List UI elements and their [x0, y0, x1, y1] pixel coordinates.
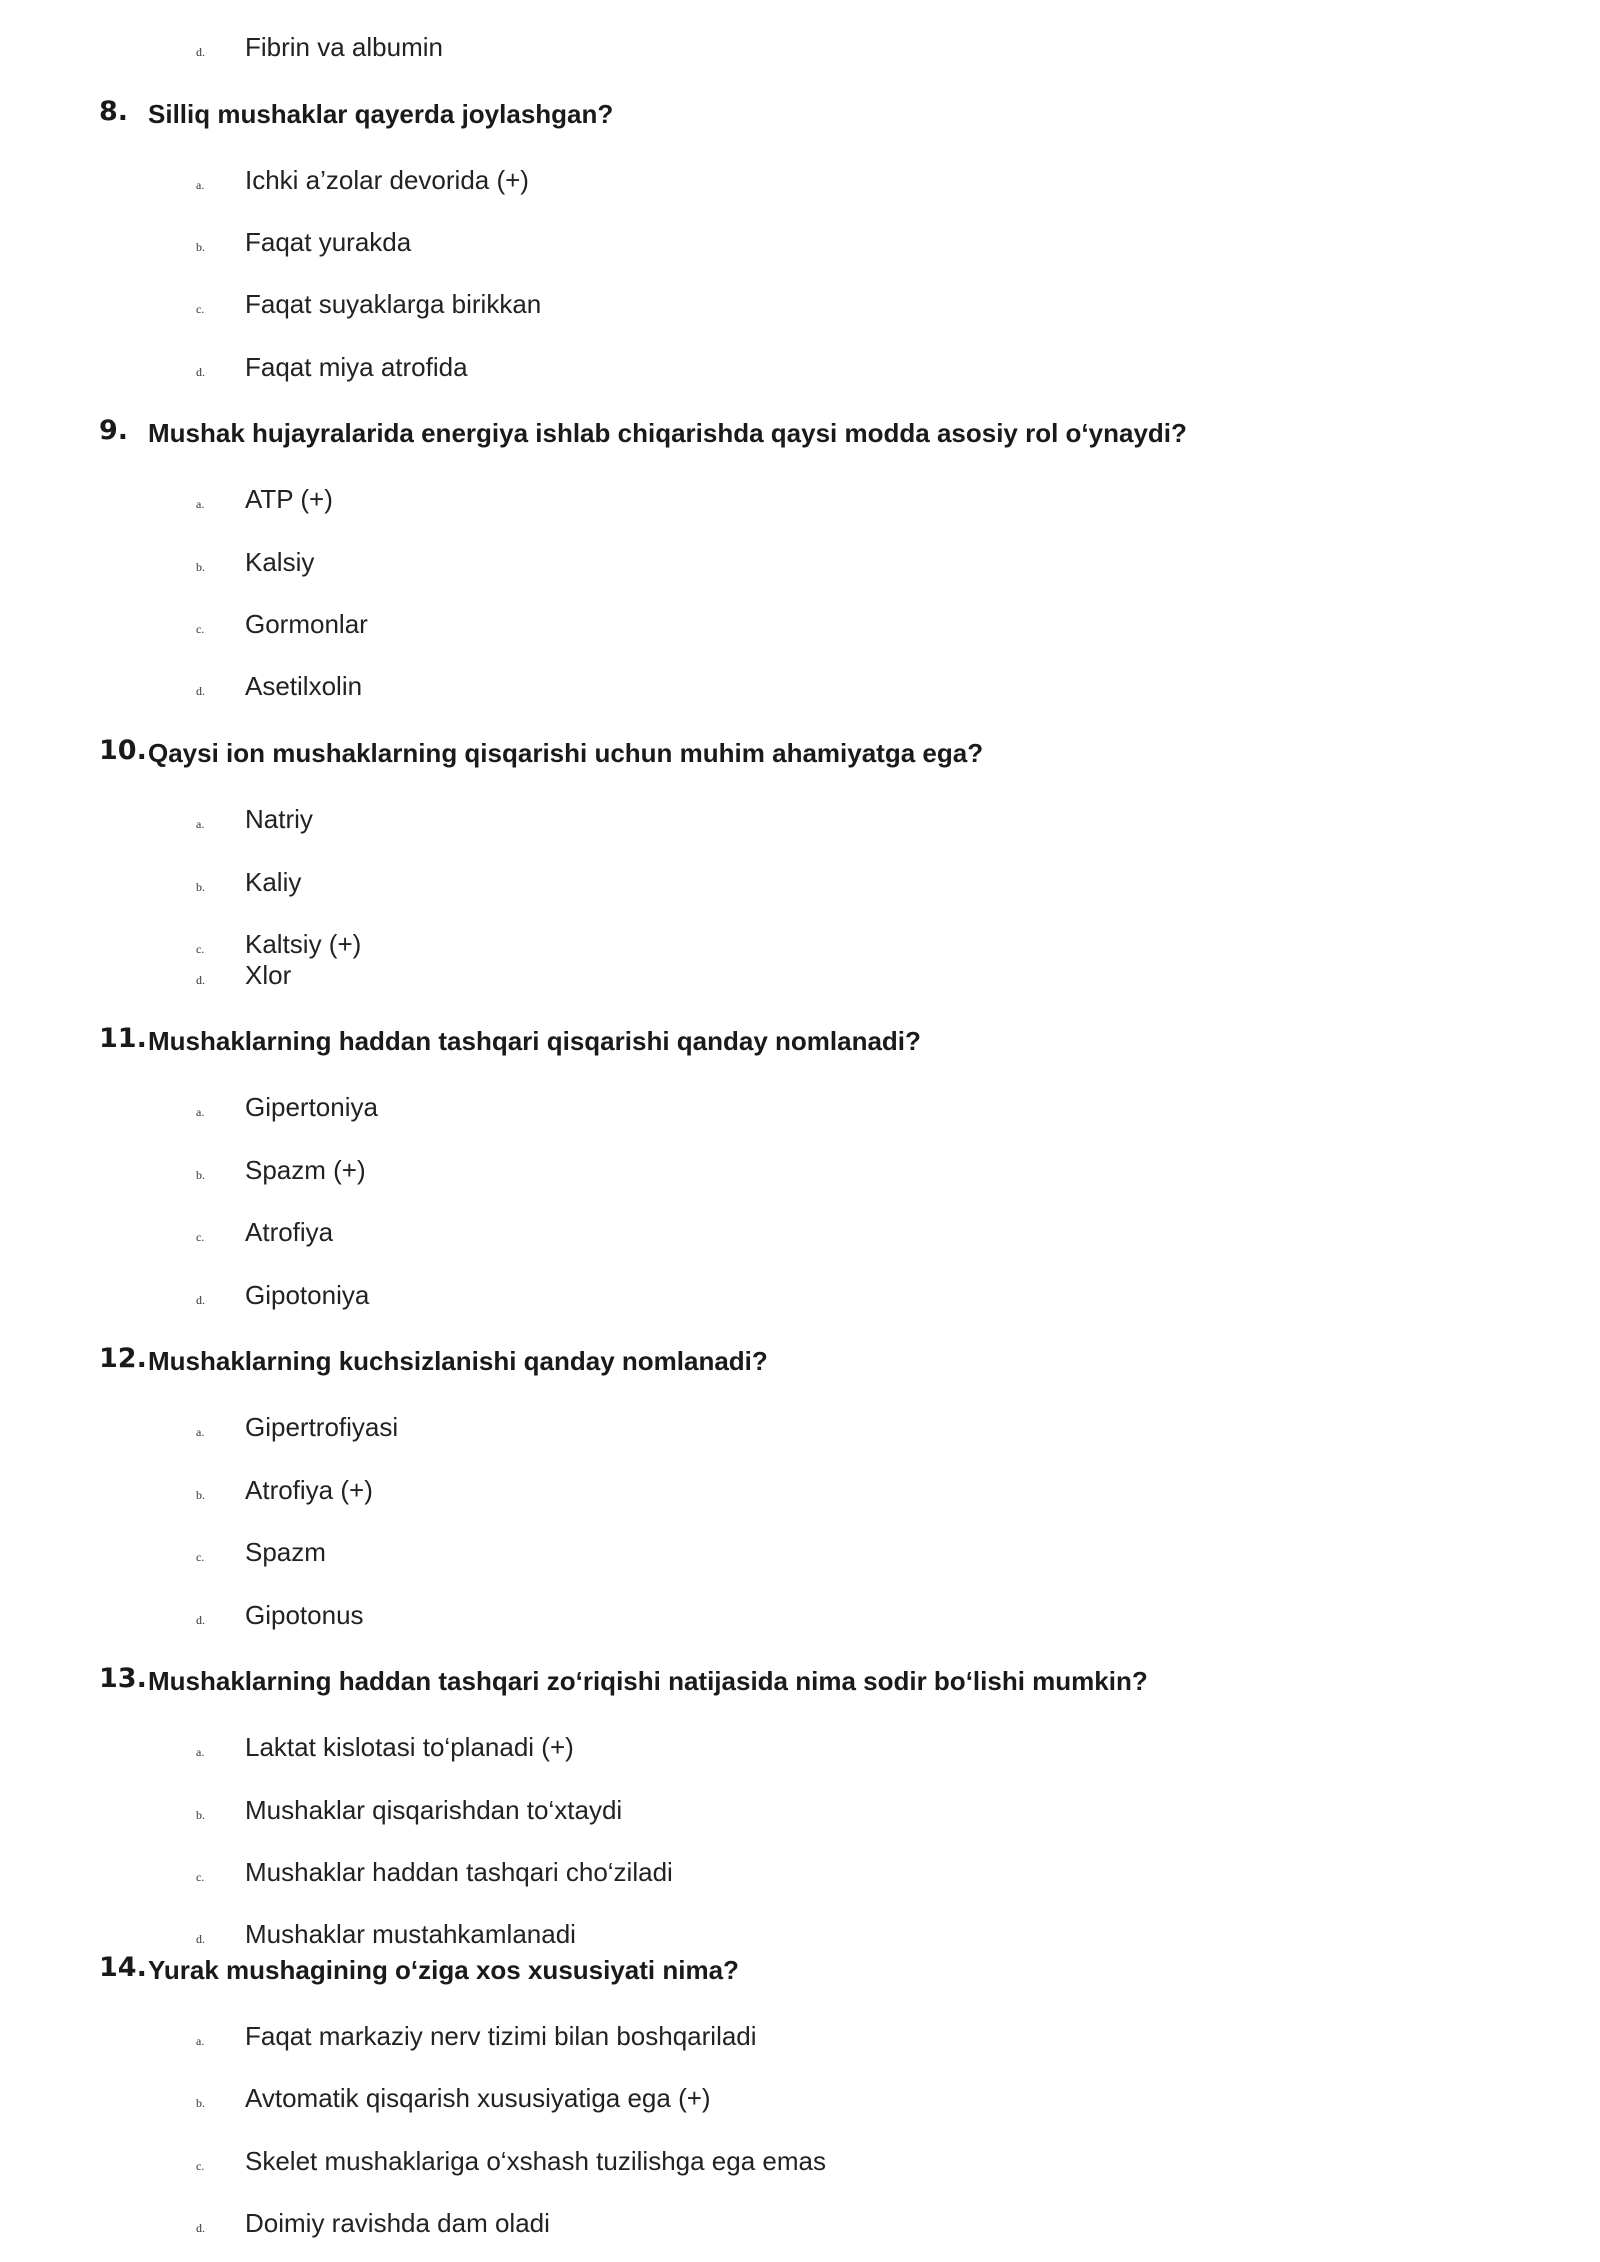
question-number: 12.: [99, 1343, 147, 1374]
option-text: Gipotoniya: [245, 1280, 370, 1310]
option-marker: c.: [196, 1870, 205, 1884]
option-text: Mushaklar haddan tashqari cho‘ziladi: [245, 1857, 673, 1887]
option-marker: a.: [196, 1105, 205, 1119]
option-marker: b.: [196, 1808, 205, 1822]
option-text: Atrofiya (+): [245, 1475, 373, 1505]
option-text: Gormonlar: [245, 609, 368, 639]
question-number: 11.: [99, 1023, 147, 1054]
option-text: Gipertrofiyasi: [245, 1412, 399, 1442]
option-marker: d.: [196, 45, 205, 59]
option-marker: d.: [196, 2221, 205, 2235]
option-marker: b.: [196, 560, 205, 574]
option-text: Doimiy ravishda dam oladi: [245, 2208, 550, 2238]
option-text: Mushaklar mustahkamlanadi: [245, 1919, 576, 1949]
option-marker: c.: [196, 1230, 205, 1244]
option-marker: b.: [196, 1168, 205, 1182]
option-text: Faqat suyaklarga birikkan: [245, 289, 542, 319]
question-text: Qaysi ion mushaklarning qisqarishi uchun muhim ahamiyatga ega?: [148, 738, 984, 768]
option-marker: c.: [196, 302, 205, 316]
option-text: Kalsiy: [245, 547, 315, 577]
option-marker: c.: [196, 622, 205, 636]
option-marker: b.: [196, 880, 205, 894]
option-text: Gipotonus: [245, 1600, 364, 1630]
question-text: Silliq mushaklar qayerda joylashgan?: [148, 99, 614, 129]
option-text: Faqat markaziy nerv tizimi bilan boshqariladi: [245, 2021, 757, 2051]
option-marker: c.: [196, 2159, 205, 2173]
option-marker: d.: [196, 365, 205, 379]
option-marker: a.: [196, 497, 205, 511]
option-text: Faqat miya atrofida: [245, 352, 468, 382]
question-text: Mushaklarning kuchsizlanishi qanday nomlanadi?: [148, 1346, 768, 1376]
question-number: 13.: [99, 1663, 147, 1694]
option-text: ATP (+): [245, 484, 333, 514]
option-marker: b.: [196, 1488, 205, 1502]
question-text: Mushaklarning haddan tashqari zo‘riqishi natijasida nima sodir bo‘lishi mumkin?: [148, 1666, 1148, 1696]
option-marker: c.: [196, 1550, 205, 1564]
option-marker: b.: [196, 240, 205, 254]
question-number: 9.: [99, 415, 129, 446]
option-marker: d.: [196, 1613, 205, 1627]
option-text: Asetilxolin: [245, 671, 363, 701]
option-text: Fibrin va albumin: [245, 32, 443, 62]
option-marker: d.: [196, 1293, 205, 1307]
option-text: Laktat kislotasi to‘planadi (+): [245, 1732, 574, 1762]
option-marker: a.: [196, 178, 205, 192]
option-marker: b.: [196, 2096, 205, 2110]
option-marker: c.: [196, 942, 205, 956]
option-marker: a.: [196, 1425, 205, 1439]
question-number: 8.: [99, 96, 129, 127]
option-marker: a.: [196, 1745, 205, 1759]
option-marker: d.: [196, 1932, 205, 1946]
option-text: Spazm: [245, 1537, 326, 1567]
question-text: Mushak hujayralarida energiya ishlab chiqarishda qaysi modda asosiy rol o‘ynaydi?: [148, 418, 1187, 448]
option-text: Xlor: [245, 960, 292, 990]
option-marker: a.: [196, 2034, 205, 2048]
option-text: Atrofiya: [245, 1217, 334, 1247]
option-text: Mushaklar qisqarishdan to‘xtaydi: [245, 1795, 623, 1825]
option-text: Faqat yurakda: [245, 227, 412, 257]
option-marker: d.: [196, 684, 205, 698]
option-text: Avtomatik qisqarish xususiyatiga ega (+): [245, 2083, 711, 2113]
question-text: Yurak mushagining o‘ziga xos xususiyati nima?: [148, 1955, 739, 1985]
option-marker: d.: [196, 973, 205, 987]
question-text: Mushaklarning haddan tashqari qisqarishi qanday nomlanadi?: [148, 1026, 921, 1056]
option-text: Kaliy: [245, 867, 302, 897]
option-text: Spazm (+): [245, 1155, 366, 1185]
question-number: 10.: [99, 735, 147, 766]
option-text: Ichki a’zolar devorida (+): [245, 165, 529, 195]
option-text: Natriy: [245, 804, 313, 834]
option-text: Gipertoniya: [245, 1092, 378, 1122]
option-marker: a.: [196, 817, 205, 831]
option-text: Skelet mushaklariga o‘xshash tuzilishga ega emas: [245, 2146, 826, 2176]
option-text: Kaltsiy (+): [245, 929, 362, 959]
question-number: 14.: [99, 1952, 147, 1983]
